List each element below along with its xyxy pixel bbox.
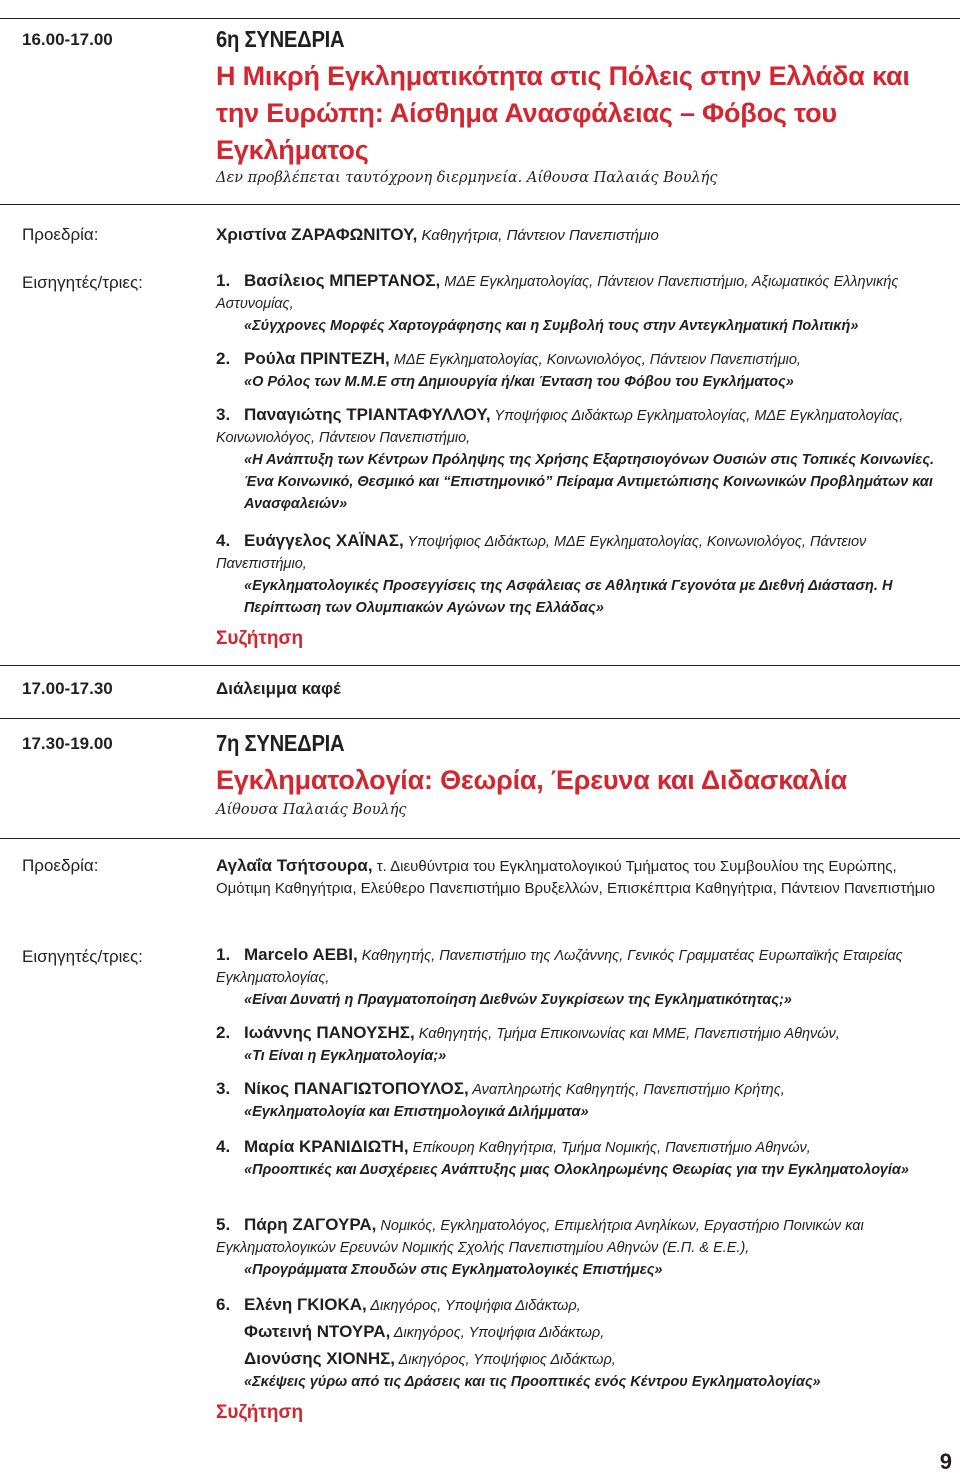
chair-affiliation: Καθηγήτρια, Πάντειον Πανεπιστήμιο [417, 227, 659, 244]
speaker-item [216, 944, 944, 1011]
break-time: 17.00-17.30 [22, 679, 113, 698]
speaker-affiliation: Καθηγητής, Πανεπιστήμιο της Λωζάννης, Γενικός Γραμματέας Ευρωπαϊκής Εταιρείας Εγκληματολογίας, [216, 948, 903, 986]
speaker-item [216, 348, 944, 393]
talk-title: «Σύγχρονες Μορφές Χαρτογράφησης και η Συμβολή τους στην Αντεγκληματική Πολιτική» [244, 318, 859, 334]
speaker-name: Παναγιώτης ΤΡΙΑΝΤΑΦΥΛΛΟΥ, [244, 405, 491, 424]
talk-title: «Προοπτικές και Δυσχέρειες Ανάπτυξης μιας Ολοκληρωμένης Θεωρίας για την Εγκληματολογία» [244, 1162, 909, 1178]
speaker-number: 4. [216, 531, 231, 550]
chair-name: Αγλαΐα Τσήτσουρα, [216, 856, 373, 875]
speaker-item [216, 1078, 944, 1123]
talk-title: «Τι Είναι η Εγκληματολογία;» [244, 1048, 447, 1064]
speaker-name: Πάρη ΖΑΓΟΥΡΑ, [244, 1215, 377, 1234]
speaker-number: 3. [216, 1079, 231, 1098]
session7-chair [216, 855, 946, 900]
discussion-label: Συζήτηση [216, 628, 304, 649]
divider [0, 838, 960, 839]
speaker-name: Marcelo AEBI, [244, 945, 358, 964]
talk-title: «Εγκληματολογικές Προσεγγίσεις της Ασφάλειας σε Αθλητικά Γεγονότα με Διεθνή Διάσταση. Η Περίπτωση των Ολυμπιακών Αγώνων της Ελλάδας» [244, 578, 893, 616]
speaker-affiliation: Επίκουρη Καθηγήτρια, Τμήμα Νομικής, Πανεπιστήμιο Αθηνών, [408, 1140, 811, 1156]
discussion-label: Συζήτηση [216, 1402, 304, 1423]
speaker-item [216, 404, 944, 515]
session7-title: Εγκληματολογία: Θεωρία, Έρευνα και Διδασκαλία [216, 765, 848, 795]
speaker-name: Βασίλειος ΜΠΕΡΤΑΝΟΣ, [244, 271, 441, 290]
speaker-number: 2. [216, 1023, 231, 1042]
speaker-item [216, 1022, 944, 1067]
speaker-item [216, 1214, 944, 1281]
speaker-name: Ρούλα ΠΡΙΝΤΕΖΗ, [244, 349, 390, 368]
break-label: Διάλειμμα καφέ [216, 679, 341, 698]
speaker-name: Φωτεινή ΝΤΟΥΡΑ, [244, 1322, 391, 1341]
speaker-affiliation: Δικηγόρος, Υποψήφια Διδάκτωρ, [366, 1298, 581, 1314]
speaker-item [216, 270, 944, 337]
speakers-label: Εισηγητές/τριες: [22, 947, 143, 966]
speaker-name: Ευάγγελος ΧΑΪΝΑΣ, [244, 531, 404, 550]
speaker-number: 6. [216, 1295, 231, 1314]
chair-label: Προεδρία: [22, 225, 99, 244]
talk-title: «Η Ανάπτυξη των Κέντρων Πρόληψης της Χρήσης Εξαρτησιογόνων Ουσιών στις Τοπικές Κοινωνίες. Ένα Κοινωνικό, Θεσμικό και “Επιστημονικό” Πείραμα Αντιμετώπισης Κοινωνικών Προβλημάτων και Ανασφαλειών» [244, 452, 934, 512]
talk-title: «Ο Ρόλος των Μ.Μ.Ε στη Δημιουργία ή/και Ένταση του Φόβου του Εγκλήματος» [244, 374, 794, 390]
speaker-affiliation: Καθηγητής, Τμήμα Επικοινωνίας και ΜΜΕ, Πανεπιστήμιο Αθηνών, [414, 1026, 840, 1042]
session6-number: 6η ΣΥΝΕΔΡΙΑ [216, 26, 345, 52]
speaker-item [216, 1136, 944, 1181]
divider [0, 665, 960, 666]
speaker-name: Διονύσης ΧΙΟΝΗΣ, [244, 1349, 396, 1368]
chair-name: Χριστίνα ΖΑΡΑΦΩΝΙΤΟΥ, [216, 225, 418, 244]
chair-affiliation: τ. Διευθύντρια του Εγκληματολογικού Τμήματος του Συμβουλίου της Ευρώπης, Ομότιμη Καθηγήτρια, Ελεύθερο Πανεπιστήμιο Βρυξελλών, Επισκέπτρια Καθηγήτρια, Πάντειον Πανεπιστήμιο [216, 858, 936, 897]
speaker-affiliation: Δικηγόρος, Υποψήφια Διδάκτωρ, [390, 1325, 605, 1341]
speaker-number: 2. [216, 349, 231, 368]
speaker-affiliation: Νομικός, Εγκληματολόγος, Επιμελήτρια Ανηλίκων, Εργαστήριο Ποινικών και Εγκληματολογικών Ερευνών Νομικής Σχολής Πανεπιστημίου Αθηνών (Ε.Π. & Ε.Ε.), [216, 1218, 864, 1256]
speaker-affiliation: ΜΔΕ Εγκληματολογίας, Πάντειον Πανεπιστήμιο, Αξιωματικός Ελληνικής Αστυνομίας, [216, 274, 899, 312]
co-speaker [216, 1321, 944, 1344]
speaker-name: Ελένη ΓΚΙΟΚΑ, [244, 1295, 367, 1314]
speaker-number: 1. [216, 271, 231, 290]
speaker-affiliation: Υποψήφιος Διδάκτωρ, ΜΔΕ Εγκληματολογίας, Κοινωνιολόγος, Πάντειον Πανεπιστήμιο, [216, 534, 867, 572]
page-number: 9 [939, 1449, 952, 1474]
session6-chair [216, 224, 946, 247]
speaker-affiliation: ΜΔΕ Εγκληματολογίας, Κοινωνιολόγος, Πάντειον Πανεπιστήμιο, [389, 352, 801, 368]
speakers-label: Εισηγητές/τριες: [22, 273, 143, 292]
speaker-number: 1. [216, 945, 231, 964]
speaker-item [216, 1294, 944, 1393]
talk-title: «Σκέψεις γύρω από τις Δράσεις και τις Προοπτικές ενός Κέντρου Εγκληματολογίας» [244, 1374, 821, 1390]
speaker-affiliation: Υποψήφιος Διδάκτωρ Εγκληματολογίας, ΜΔΕ Εγκληματολογίας, Κοινωνιολόγος, Πάντειον Πανεπιστήμιο, [216, 408, 904, 446]
talk-title: «Εγκληματολογία και Επιστημολογικά Διλήμματα» [244, 1104, 589, 1120]
speaker-name: Νίκος ΠΑΝΑΓΙΩΤΟΠΟΥΛΟΣ, [244, 1079, 469, 1098]
talk-title: «Είναι Δυνατή η Πραγματοποίηση Διεθνών Συγκρίσεων της Εγκληματικότητας;» [244, 992, 792, 1008]
speaker-name: Μαρία ΚΡΑΝΙΔΙΩΤΗ, [244, 1137, 409, 1156]
speaker-affiliation: Δικηγόρος, Υποψήφιος Διδάκτωρ, [395, 1352, 616, 1368]
divider [0, 204, 960, 205]
speaker-number: 3. [216, 405, 231, 424]
session7-note: Αίθουσα Παλαιάς Βουλής [216, 802, 407, 818]
session7-time: 17.30-19.00 [22, 734, 113, 753]
speaker-number: 4. [216, 1137, 231, 1156]
speaker-name: Ιωάννης ΠΑΝΟΥΣΗΣ, [244, 1023, 415, 1042]
session7-number: 7η ΣΥΝΕΔΡΙΑ [216, 730, 345, 756]
session6-note: Δεν προβλέπεται ταυτόχρονη διερμηνεία. Αίθουσα Παλαιάς Βουλής [216, 170, 718, 186]
co-speaker [216, 1348, 944, 1371]
chair-label: Προεδρία: [22, 856, 99, 875]
divider [0, 718, 960, 719]
speaker-number: 5. [216, 1215, 231, 1234]
top-rule [0, 18, 960, 19]
speaker-affiliation: Αναπληρωτής Καθηγητής, Πανεπιστήμιο Κρήτης, [468, 1082, 785, 1098]
session6-title: Η Μικρή Εγκληματικότητα στις Πόλεις στην Ελλάδα και την Ευρώπη: Αίσθημα Ανασφάλειας – Φόβος του Εγκλήματος [216, 61, 910, 165]
session6-time: 16.00-17.00 [22, 30, 113, 49]
speaker-item [216, 530, 944, 619]
talk-title: «Προγράμματα Σπουδών στις Εγκληματολογικές Επιστήμες» [244, 1262, 663, 1278]
